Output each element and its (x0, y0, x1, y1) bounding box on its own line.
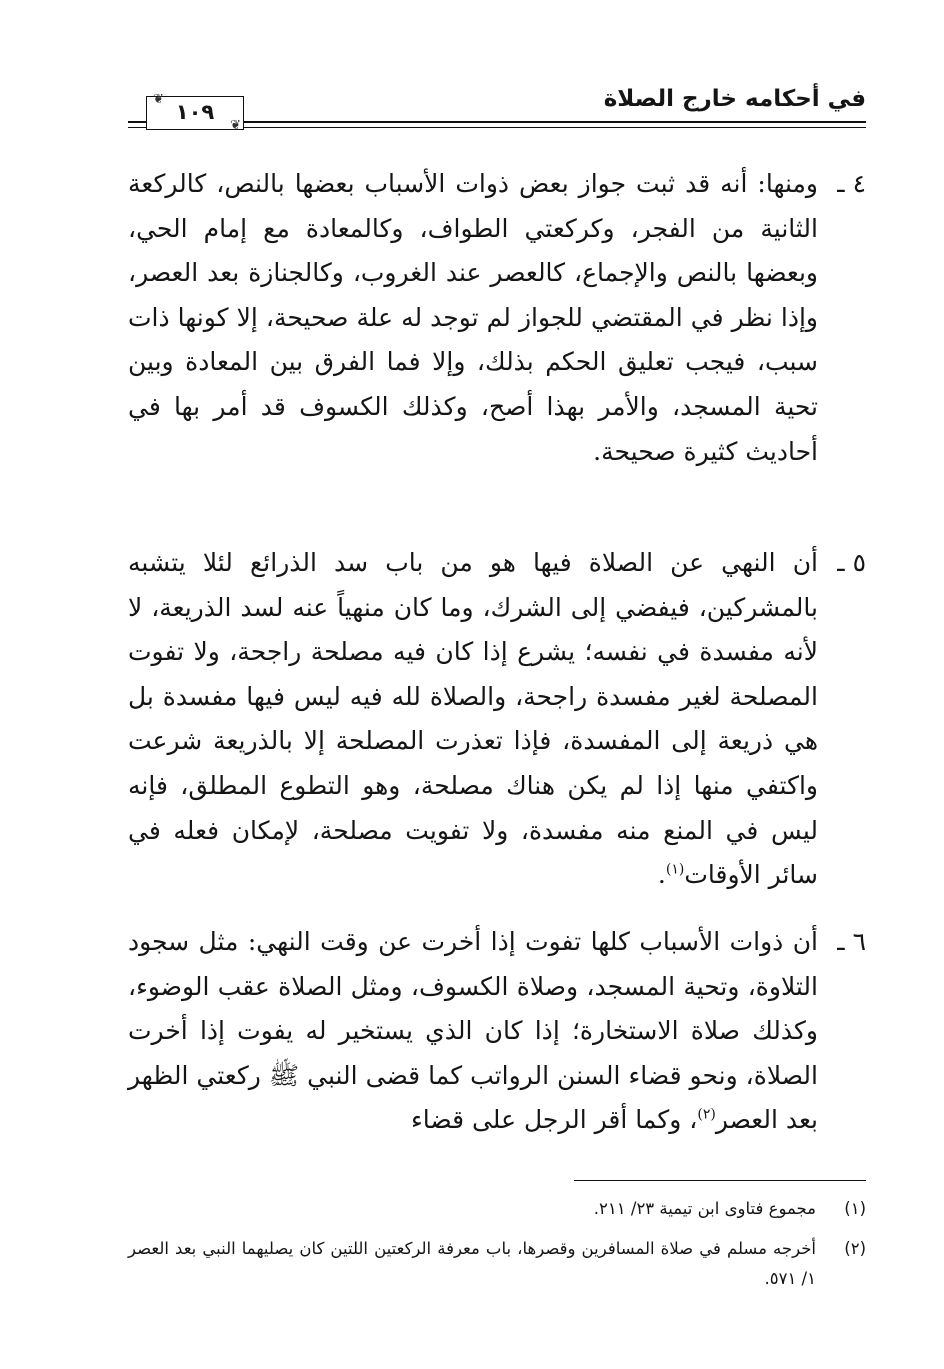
footnote (128, 1194, 866, 1224)
item-text: ومنها: أنه قد ثبت جواز بعض ذوات الأسباب بعضها بالنص، كالركعة الثانية من الفجر، وكركعتي الطواف، وكالمعادة مع إمام الحي، وبعضها بالنص والإجماع، كالعصر عند الغروب، وكالجنازة بعد العصر، وإذا نظر في المقتضي للجواز لم توجد له علة صحيحة، إلا كونها ذات سبب، فيجب تعليق الحكم بذلك، وإلا فما الفرق بين المعادة وبين تحية المسجد، والأمر بهذا أصح، وكذلك الكسوف قد أمر بها في أحاديث كثيرة صحيحة. (128, 169, 818, 466)
page-number-frame (146, 92, 244, 133)
item-text-body: أن النهي عن الصلاة فيها هو من باب سد الذرائع لئلا يتشبه بالمشركين، فيفضي إلى الشرك، وما كان منهياً عنه لسد الذريعة، لا لأنه مفسدة في نفسه؛ يشرع إذا كان فيه مصلحة راجحة، ولا تفوت المصلحة لغير مفسدة راجحة، والصلاة لله فيه ليس فيها مفسدة بل هي ذريعة إلى المفسدة، فإذا تعذرت المصلحة إلا بالذريعة شرعت واكتفي منها إذا لم يكن هناك مصلحة، وهو التطوع المطلق، فإنه ليس في المنع منه مفسدة، ولا تفويت مصلحة، لإمكان فعله في سائر الأوقات (128, 548, 818, 890)
list-item (128, 541, 866, 898)
page-number: ١٠٩ (175, 100, 215, 124)
footnote-reference: (٢) (697, 1107, 716, 1124)
footnote-text: مجموع فتاوى ابن تيمية ٢٣/ ٢١١. (593, 1199, 816, 1218)
item-text-tail: ، وكما أقر الرجل على قضاء (411, 1105, 698, 1135)
footnote-reference: (١) (665, 861, 685, 878)
item-number: ٦ ـ (837, 927, 866, 956)
item-text-body: أن ذوات الأسباب كلها تفوت إذا أخرت عن وقت النهي: مثل سجود التلاوة، وتحية المسجد، وصلاة الكسوف، ومثل الصلاة عقب الوضوء، وكذلك صلاة الاستخارة؛ إذا كان الذي يستخير له يفوت إذا أخرت الصلاة، ونحو قضاء السنن الرواتب كما قضى النبي ﷺ ركعتي الظهر بعد العصر (128, 927, 818, 1135)
item-text (128, 920, 818, 1143)
running-title: في أحكامه خارج الصلاة (603, 86, 866, 112)
footnote-separator (574, 1180, 866, 1181)
item-text-tail: . (657, 860, 666, 890)
footnote-text: أخرجه مسلم في صلاة المسافرين وقصرها، باب معرفة الركعتين اللتين كان يصليهما النبي بعد العصر ١/ ٥٧١. (128, 1239, 816, 1288)
list-item (128, 920, 866, 1143)
footnote-number: (١) (844, 1199, 866, 1218)
item-number: ٤ ـ (837, 169, 866, 198)
list-item (128, 162, 866, 474)
footnote (128, 1234, 866, 1294)
ornament-icon: ❦ (230, 118, 241, 133)
item-text (128, 541, 818, 898)
ornament-icon: ❦ (153, 92, 164, 107)
item-number: ٥ ـ (837, 548, 866, 577)
footnote-number: (٢) (844, 1239, 866, 1258)
